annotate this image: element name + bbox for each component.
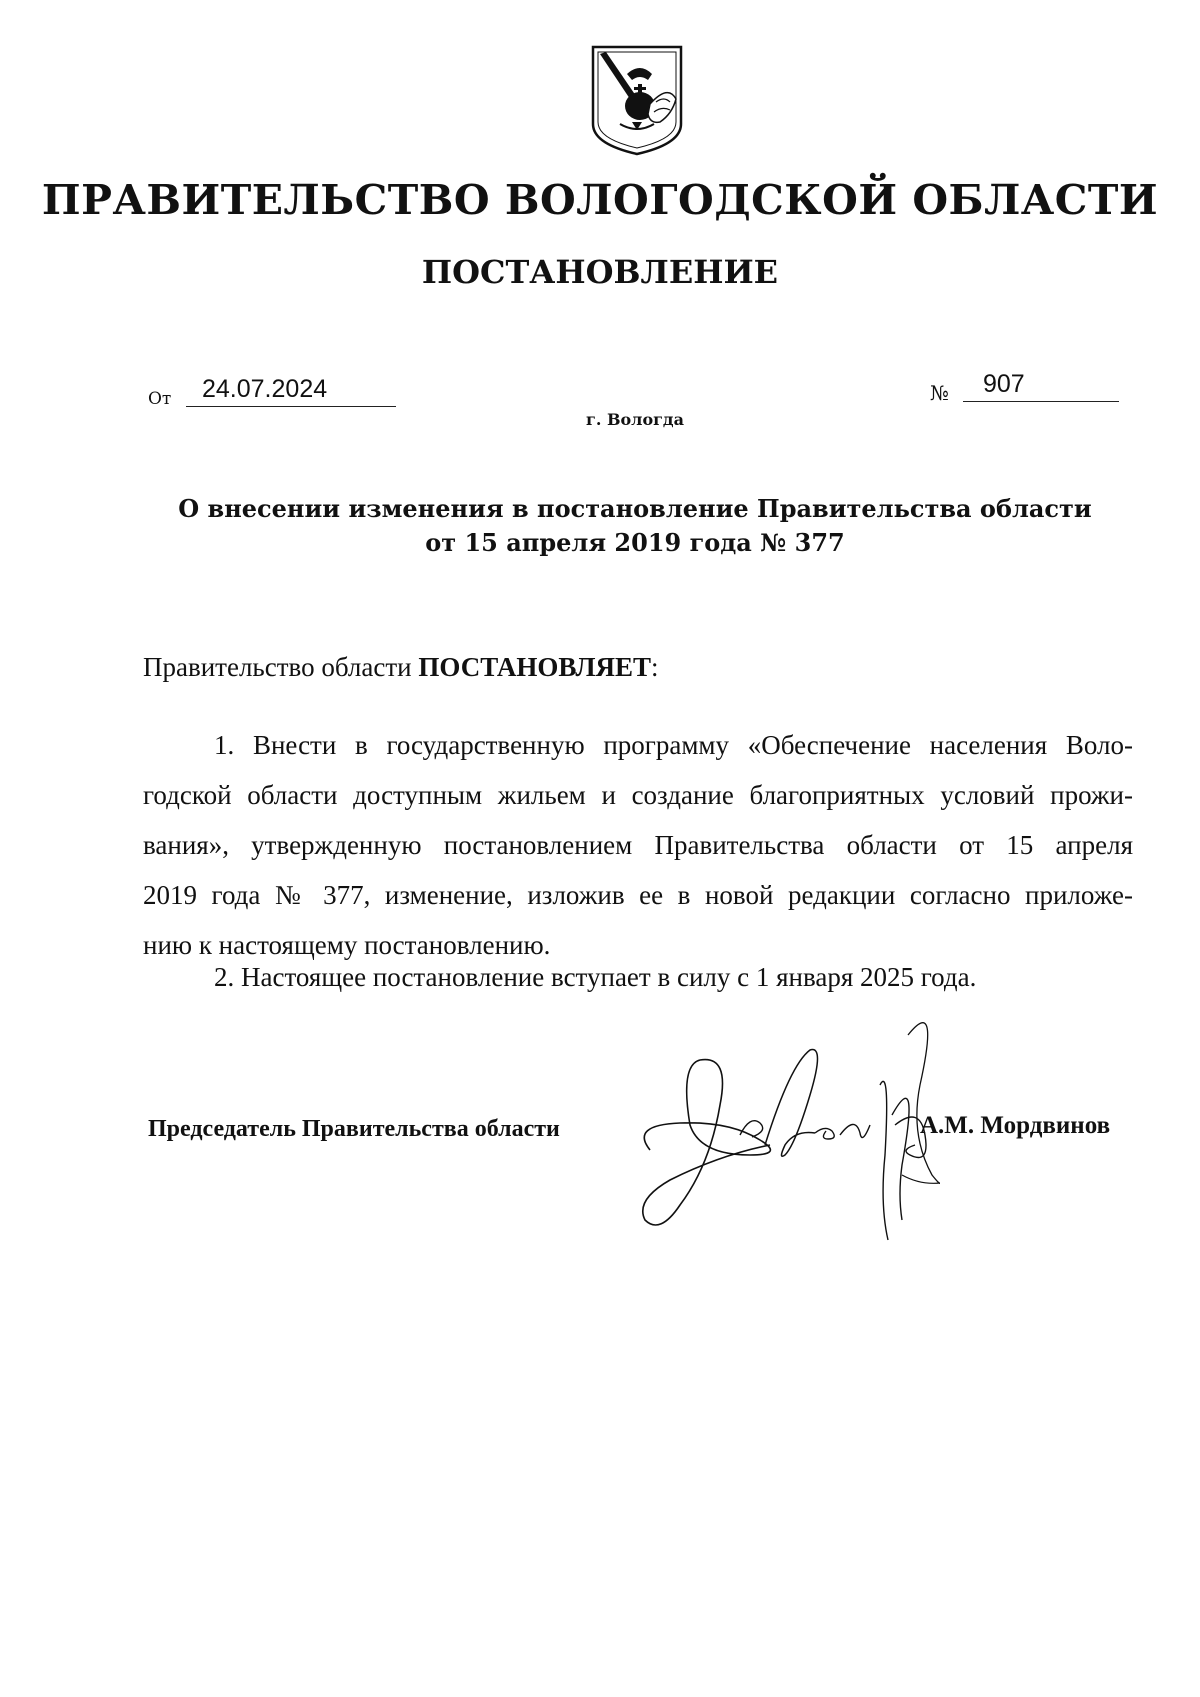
document-type: ПОСТАНОВЛЕНИЕ (421, 253, 779, 291)
date-label: От (148, 389, 172, 409)
coat-of-arms-icon (590, 44, 684, 156)
subject-line-2: от 15 апреля 2019 года № 377 (425, 528, 845, 557)
paragraph-1-line: годской области доступным жильем и создание благоприятных условий прожи- (143, 780, 1133, 810)
decree-word: ПОСТАНОВЛЯЕТ (418, 652, 651, 682)
paragraph-1 (143, 720, 1133, 970)
city: г. Вологда (586, 410, 684, 429)
paragraph-1-line: вания», утвержденную постановлением Правительства области от 15 апреля (143, 830, 1133, 860)
decree-colon: : (650, 652, 659, 682)
paragraph-1-line: нию к настоящему постановлению. (143, 930, 551, 960)
document-number: 907 (963, 370, 1119, 402)
signer-name: А.М. Мордвинов (920, 1112, 1111, 1139)
handwritten-signature (640, 1005, 940, 1245)
document-date: 24.07.2024 (186, 375, 396, 407)
paragraph-2: 2. Настоящее постановление вступает в силу с 1 января 2025 года. (214, 962, 977, 992)
number-label: № (930, 381, 949, 405)
signer-position: Председатель Правительства области (148, 1116, 560, 1142)
decree-prefix: Правительство области (143, 652, 412, 682)
subject-line-1: О внесении изменения в постановление Правительства области (178, 494, 1092, 523)
paragraph-1-line: 1. Внести в государственную программу «Обеспечение населения Воло- (214, 730, 1133, 760)
document-subject (0, 492, 1200, 560)
government-title: ПРАВИТЕЛЬСТВО ВОЛОГОДСКОЙ ОБЛАСТИ (41, 176, 1159, 224)
paragraph-1-line: 2019 года № 377, изменение, изложив ее в новой редакции согласно приложе- (143, 880, 1133, 910)
decree-statement (143, 652, 659, 683)
